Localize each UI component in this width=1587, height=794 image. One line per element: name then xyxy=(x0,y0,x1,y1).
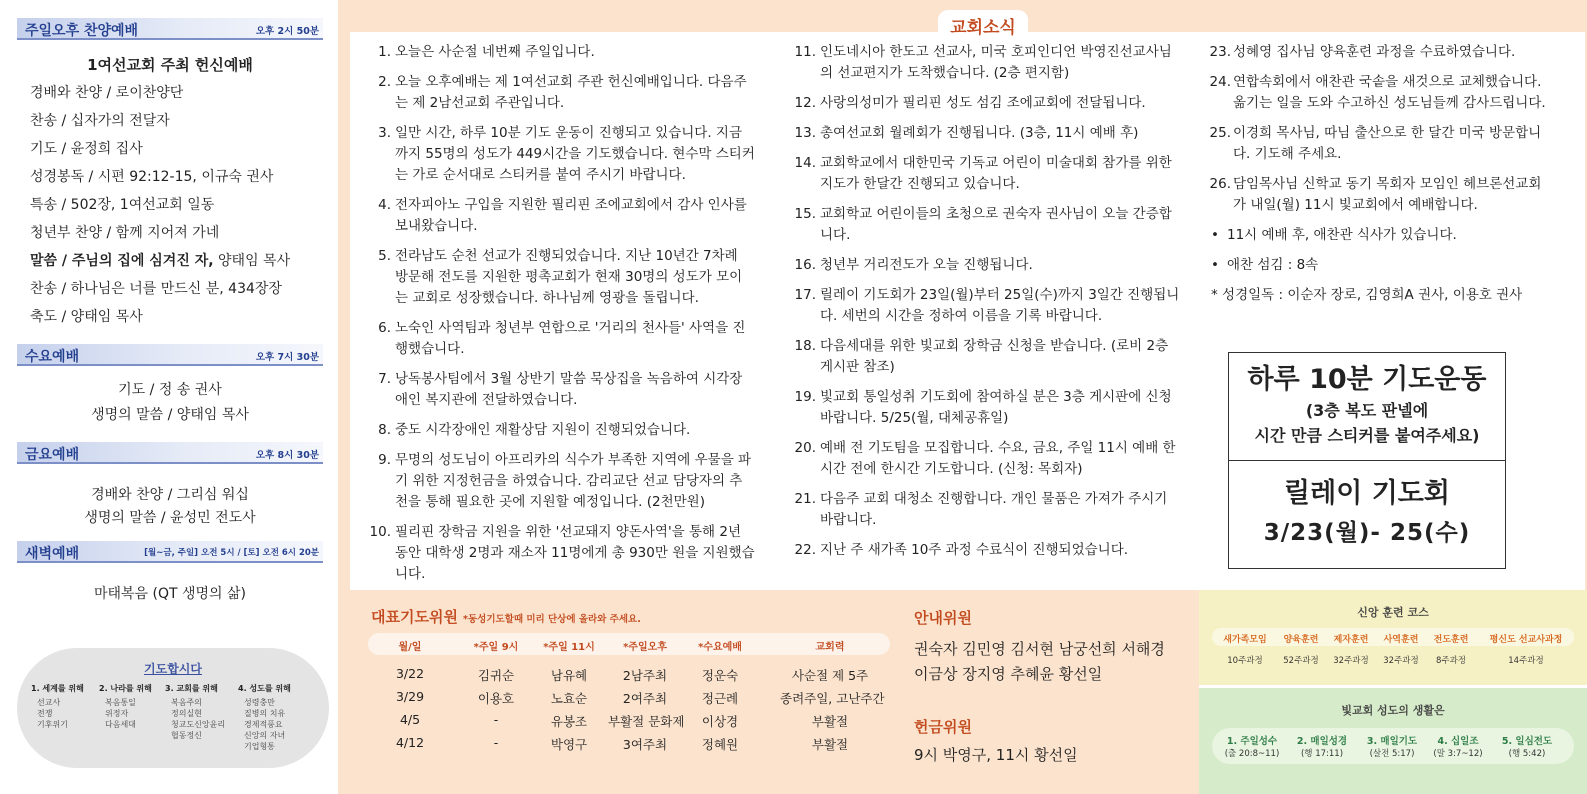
news-item: 11. 인도네시아 한도고 선교사, 미국 호피인디언 박영진선교사님의 선교편지가 도착했습니다. (2층 편지함) xyxy=(794,44,1172,81)
news-item: 7. 낭독봉사팀에서 3월 상반기 말씀 묵상집을 녹음하여 시각장애인 복지관에 전달하였습니다. xyxy=(378,371,743,408)
reps-cell: 부활절 xyxy=(811,714,849,729)
reps-header: *주일 11시 xyxy=(543,642,595,653)
order-line: 기도 / 정 송 권사 xyxy=(118,382,222,398)
prayer-campaign-box xyxy=(1228,352,1506,569)
news-item: 6. 노숙인 사역팀과 청년부 연합으로 '거리의 천사들' 사역을 진행했습니다. xyxy=(378,320,746,357)
order-line: 기도 / 윤정희 집사 xyxy=(30,141,143,157)
news-item: 4. 전자피아노 구입을 지원한 필리핀 조에교회에서 감사 인사를 보내왔습니다. xyxy=(378,197,747,234)
news-item: 2. 오늘 오후예배는 제 1여선교회 주관 헌신예배입니다. 다음주는 제 2남선교회 주관입니다. xyxy=(378,74,747,111)
news-column-2 xyxy=(790,42,1180,570)
training-name: 전도훈련 xyxy=(1433,635,1469,645)
reps-header: 월/일 xyxy=(398,642,422,653)
news-item: 21. 다음주 교회 대청소 진행합니다. 개인 물품은 가져가 주시기 바랍니다. xyxy=(794,491,1168,528)
reps-cell: - xyxy=(493,712,499,727)
order-line: 성경봉독 / 시편 92:12-15, 이규숙 권사 xyxy=(30,169,274,185)
life-item: 1. 주일성수 xyxy=(1226,736,1278,747)
life-verse: (살전 5:17) xyxy=(1369,749,1415,759)
relay-dates: 3/23(월)- 25(수) xyxy=(1263,520,1471,546)
news-item: 17. 릴레이 기도회가 23일(월)부터 25일(수)까지 3일간 진행됩니다. 세번의 시간을 정하여 이름을 기록 바랍니다. xyxy=(794,287,1180,324)
reps-note: *동성기도할때 미리 단상에 올라와 주세요. xyxy=(463,614,641,625)
training-name: 양육훈련 xyxy=(1283,635,1319,645)
reps-cell: 4/12 xyxy=(395,735,425,750)
prayer-item: 성령충만 xyxy=(244,698,275,707)
prayer-item: 선교사 xyxy=(37,698,61,707)
reps-cell: 정혜원 xyxy=(701,737,739,752)
relay-title: 릴레이 기도회 xyxy=(1284,478,1450,509)
reps-header: 교회력 xyxy=(815,642,845,653)
section-title: 주일오후 찬양예배 xyxy=(25,23,139,39)
order-line: 생명의 말씀 / 양태임 목사 xyxy=(91,407,249,423)
training-duration: 52주과정 xyxy=(1283,656,1319,666)
news-item: 25. 이경희 목사님, 따님 출산으로 한 달간 미국 방문합니다. 기도해 주세요. xyxy=(1209,125,1542,162)
news-item: 19. 빛교회 통일성취 기도회에 참여하실 분은 3층 게시판에 신청바랍니다. 5/25(월, 대체공휴일) xyxy=(794,389,1172,426)
worship-schedule-panel xyxy=(0,0,338,794)
reps-cell: 이상경 xyxy=(701,714,739,729)
news-item: 15. 교회학교 어린이들의 초청으로 권숙자 권사님이 오늘 간증합니다. xyxy=(794,206,1172,243)
reps-cell: 4/5 xyxy=(399,712,421,727)
reps-header: *수요예배 xyxy=(698,642,742,653)
section-time: 오후 8시 30분 xyxy=(255,450,319,461)
reps-cell: 사순절 제 5주 xyxy=(791,668,869,683)
prayer-head: 2. 나라를 위해 xyxy=(99,684,152,693)
news-item: 16. 청년부 거리전도가 오늘 진행됩니다. xyxy=(794,257,1033,273)
reps-title: 대표기도위원 xyxy=(371,608,458,626)
news-item: 14. 교회학교에서 대한민국 기독교 어린이 미술대회 참가를 위한 지도가 한달간 진행되고 있습니다. xyxy=(794,155,1172,192)
training-course xyxy=(1199,590,1587,685)
guides-line: 권숙자 김민영 김서현 남궁선희 서해경 xyxy=(914,640,1165,658)
life-verse: (행 5:42) xyxy=(1508,749,1546,759)
section-title: 수요예배 xyxy=(25,349,80,365)
order-line: 마태복음 (QT 생명의 삶) xyxy=(93,586,247,602)
news-item: 23. 성혜영 집사님 양육훈련 과정을 수료하였습니다. xyxy=(1209,44,1516,60)
prayer-head: 1. 세계를 위해 xyxy=(31,684,84,693)
prayer-item: 기업형통 xyxy=(244,742,275,751)
news-title: 교회소식 xyxy=(938,10,1028,40)
sunday-service-header xyxy=(17,18,323,40)
news-item: 5. 전라남도 순천 선교가 진행되었습니다. 지난 10년간 7차례 방문해 전도를 지원한 평촉교회가 현재 30명의 성도가 모이는 교회로 성장했습니다. 하나님께 영광을 돌립니다. xyxy=(378,248,743,306)
campaign-subtitle-1: (3층 복도 판넬에 xyxy=(1305,401,1429,420)
guides-title: 안내위원 xyxy=(914,609,972,627)
service-heading: 1여선교회 주최 헌신예배 xyxy=(87,56,253,74)
news-item: 1. 오늘은 사순절 네번째 주일입니다. xyxy=(378,44,595,60)
section-time: 오후 2시 50분 xyxy=(255,26,319,37)
reps-cell: 3/22 xyxy=(395,666,425,681)
order-line: 생명의 말씀 / 윤성민 전도사 xyxy=(84,510,256,526)
prayer-item: 신앙의 자녀 xyxy=(244,731,286,740)
reps-cell: 정근례 xyxy=(701,691,739,706)
training-duration: 32주과정 xyxy=(1333,656,1369,666)
training-name: 새가족모임 xyxy=(1223,635,1267,645)
training-name: 평신도 선교사과정 xyxy=(1489,635,1563,645)
offering-line: 9시 박영구, 11시 황선일 xyxy=(914,746,1078,764)
wednesday-service-header xyxy=(17,344,323,366)
news-bullet: • 11시 예배 후, 애찬관 식사가 있습니다. xyxy=(1211,227,1457,243)
reps-cell: 3여주최 xyxy=(622,737,668,752)
training-name: 사역훈련 xyxy=(1383,635,1419,645)
prayer-topics xyxy=(17,648,329,768)
reps-cell: 3/29 xyxy=(395,689,425,704)
bible-reading-note: * 성경일독 : 이순자 장로, 김영희A 권사, 이용호 권사 xyxy=(1211,287,1523,303)
news-item: 20. 예배 전 기도팀을 모집합니다. 수요, 금요, 주일 11시 예배 한시간 전에 한시간 기도합니다. (신청: 목회자) xyxy=(794,440,1176,477)
dawn-service-header xyxy=(17,541,323,563)
news-item: 26. 담임목사님 신학교 동기 목회자 모임인 헤브론선교회가 내일(월) 11시 빛교회에서 예배합니다. xyxy=(1209,176,1542,213)
prayer-item: 경제적풍요 xyxy=(244,720,283,729)
news-item: 22. 지난 주 새가족 10주 과정 수료식이 진행되었습니다. xyxy=(794,542,1129,558)
sermon-title: 말씀 / 주님의 집에 심겨진 자, xyxy=(30,253,214,269)
section-time: 오후 7시 30분 xyxy=(255,352,319,363)
reps-cell: 종려주일, 고난주간 xyxy=(780,691,885,706)
prayer-column xyxy=(238,683,291,752)
reps-cell: - xyxy=(493,735,499,750)
reps-header: *주일오후 xyxy=(623,642,667,653)
training-duration: 8주과정 xyxy=(1435,656,1467,666)
reps-cell: 유봉조 xyxy=(550,714,588,729)
friday-service-header xyxy=(17,442,323,464)
prayer-item: 질병의 치유 xyxy=(244,709,286,718)
reps-cell: 2남주최 xyxy=(622,668,668,683)
news-item: 18. 다음세대를 위한 빛교회 장학금 신청을 받습니다. (로비 2층 게시판 참조) xyxy=(794,338,1169,375)
prayer-column xyxy=(31,683,84,730)
order-line: 축도 / 양태임 목사 xyxy=(30,309,143,325)
news-item: 3. 일만 시간, 하루 10분 기도 운동이 진행되고 있습니다. 지금까지 55명의 성도가 449시간을 기도했습니다. 현수막 스티커는 가로 순서대로 스티커를 붙여 주시기 바랍니다. xyxy=(378,125,755,183)
news-item: 9. 무명의 성도님이 아프리카의 식수가 부족한 지역에 우물을 파기 위한 지정헌금을 하였습니다. 감리교단 선교 담당자의 추천을 통해 필요한 곳에 지원할 예정입니다. (2천만원) xyxy=(378,452,752,510)
prayer-item: 청교도신앙윤리 xyxy=(171,720,226,729)
prayer-head: 3. 교회를 위해 xyxy=(165,684,218,693)
order-line: 청년부 찬양 / 함께 지어져 가네 xyxy=(30,225,220,241)
reps-cell: 남유혜 xyxy=(550,668,588,683)
life-title: 빛교회 성도의 생활은 xyxy=(1341,704,1445,717)
order-line: 찬송 / 하나님은 너를 만드신 분, 434장장 xyxy=(30,281,282,297)
section-title: 새벽예배 xyxy=(25,546,80,562)
life-item: 5. 일심전도 xyxy=(1501,736,1553,747)
reps-cell: 노효순 xyxy=(550,691,588,706)
prayer-title: 기도합시다 xyxy=(144,662,202,676)
training-duration: 14주과정 xyxy=(1508,656,1544,666)
section-title: 금요예배 xyxy=(25,447,80,463)
life-item: 4. 십일조 xyxy=(1437,736,1479,747)
news-item: 24. 연합속회에서 애찬관 국솥을 새것으로 교체했습니다. 옮기는 일을 도와 수고하신 성도님들께 감사드립니다. xyxy=(1209,74,1546,111)
life-verse: (말 3:7~12) xyxy=(1433,749,1483,759)
section-time: [월~금, 주일] 오전 5시 / [토] 오전 6시 20분 xyxy=(144,548,319,558)
news-item: 13. 총여선교회 월례회가 진행됩니다. (3층, 11시 예배 후) xyxy=(794,125,1139,141)
prayer-item: 전쟁 xyxy=(37,709,53,718)
news-column-3 xyxy=(1207,42,1547,306)
training-title: 신앙 훈련 코스 xyxy=(1357,606,1429,619)
life-item: 3. 매일기도 xyxy=(1366,736,1418,747)
prayer-item: 복음주의 xyxy=(171,698,202,707)
prayer-item: 복음통일 xyxy=(105,698,136,707)
news-bullet: • 애찬 섬김 : 8속 xyxy=(1211,257,1319,273)
order-line: 경배와 찬양 / 로이찬양단 xyxy=(30,85,184,101)
reps-cell: 2여주최 xyxy=(622,691,668,706)
order-line: 특송 / 502장, 1여선교회 일동 xyxy=(30,197,215,213)
reps-cell: 박영구 xyxy=(550,737,588,752)
prayer-item: 기후위기 xyxy=(37,720,68,729)
order-line: 경배와 찬양 / 그리심 워십 xyxy=(91,487,249,503)
order-line: 찬송 / 십자가의 전달자 xyxy=(30,113,170,129)
prayer-column xyxy=(99,683,152,730)
training-duration: 10주과정 xyxy=(1227,656,1263,666)
offering-title: 헌금위원 xyxy=(914,718,972,736)
reps-header: *주일 9시 xyxy=(473,642,519,653)
life-verse: (출 20:8~11) xyxy=(1224,749,1280,759)
campaign-subtitle-2: 시간 만큼 스티커를 붙여주세요) xyxy=(1254,426,1480,445)
reps-cell: 김귀순 xyxy=(477,668,515,683)
reps-cell: 이용호 xyxy=(477,691,515,706)
church-life xyxy=(1199,688,1587,794)
sermon-line xyxy=(30,250,290,270)
reps-cell: 부활절 문화제 xyxy=(608,714,685,729)
sermon-preacher: 양태임 목사 xyxy=(213,253,291,269)
prayer-head: 4. 성도를 위해 xyxy=(238,684,291,693)
prayer-item: 정의실현 xyxy=(171,709,202,718)
reps-cell: 정운숙 xyxy=(701,668,739,683)
prayer-item: 위정자 xyxy=(105,709,129,718)
news-item: 12. 사랑의성미가 필리핀 성도 섬김 조에교회에 전달됩니다. xyxy=(794,95,1146,111)
news-column-1 xyxy=(365,42,755,594)
life-item: 2. 매일성경 xyxy=(1296,736,1348,747)
prayer-item: 협동정신 xyxy=(171,731,202,740)
training-duration: 32주과정 xyxy=(1383,656,1419,666)
prayer-column xyxy=(165,683,225,741)
news-item: 8. 중도 시각장애인 재활상담 지원이 진행되었습니다. xyxy=(378,422,691,438)
guides-line: 이금상 장지영 추혜윤 황선일 xyxy=(914,665,1103,683)
prayer-item: 다음세대 xyxy=(105,720,136,729)
news-item: 10. 필리핀 장학금 지원을 위한 '선교돼지 양돈사역'을 통해 2년 동안 대학생 2명과 재소자 11명에게 총 930만 원을 지원했습니다. xyxy=(369,524,755,582)
campaign-title: 하루 10분 기도운동 xyxy=(1247,364,1487,395)
life-verse: (행 17:11) xyxy=(1300,749,1344,759)
reps-cell: 부활절 xyxy=(811,737,849,752)
training-name: 제자훈련 xyxy=(1333,635,1369,645)
